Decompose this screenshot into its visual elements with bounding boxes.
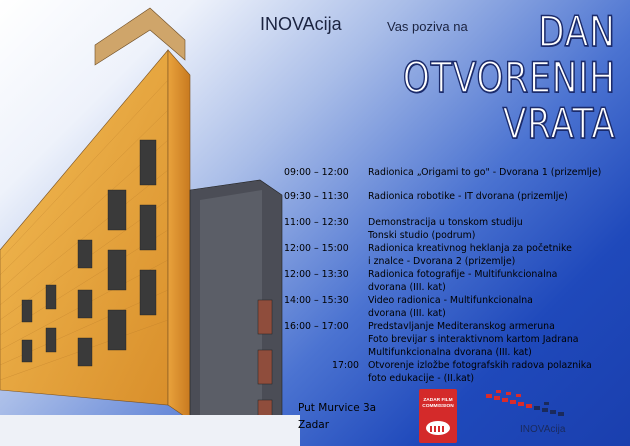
building-illustration	[0, 0, 300, 446]
schedule-description: dvorana (III. kat)	[368, 282, 446, 293]
inovacija-logo-text: INOVAcija	[520, 424, 566, 435]
title-line-1: DAN	[538, 7, 616, 56]
zadar-film-commission-logo	[418, 388, 458, 444]
inovacija-logo	[482, 386, 577, 426]
schedule-description: Predstavljanje Mediteranskog armeruna	[368, 321, 555, 332]
address-street: Put Murvice 3a	[298, 402, 377, 414]
schedule-description: Video radionica - Multifunkcionalna	[368, 295, 533, 306]
schedule-time: 11:00 – 12:30	[284, 217, 349, 228]
schedule-description: Radionica robotike - IT dvorana (prizemlje)	[368, 191, 568, 202]
schedule-description: i znalce - Dvorana 2 (prizemlje)	[368, 256, 516, 267]
schedule-time: 14:00 – 15:30	[284, 295, 349, 306]
schedule-description: Foto brevijar s interaktivnom kartom Jadrana	[368, 334, 579, 345]
schedule-description: Demonstracija u tonskom studiju	[368, 217, 523, 228]
schedule-time: 17:00	[332, 360, 360, 371]
schedule-time: 12:00 – 13:30	[284, 269, 349, 280]
schedule-description: Tonski studio (podrum)	[368, 230, 476, 241]
invite-text: Vas poziva na	[387, 19, 468, 34]
schedule-time: 16:00 – 17:00	[284, 321, 349, 332]
schedule-description: dvorana (III. kat)	[368, 308, 446, 319]
schedule-description: Radionica kreativnog heklanja za početnike	[368, 243, 572, 254]
schedule-time: 12:00 – 15:00	[284, 243, 349, 254]
schedule-description: Radionica „Origami to go" - Dvorana 1 (prizemlje)	[368, 167, 602, 178]
schedule-description: Otvorenje izložbe fotografskih radova polaznika	[368, 360, 592, 371]
schedule-description: foto edukacije - (II.kat)	[368, 373, 475, 384]
title-line-2: OTVORENIH	[402, 53, 616, 102]
title-line-3: VRATA	[502, 99, 616, 148]
address-city: Zadar	[298, 419, 330, 431]
schedule-time: 09:00 – 12:00	[284, 167, 349, 178]
film-logo-text: ZADAR FILM COMMISSION	[422, 398, 454, 409]
schedule-description: Radionica fotografije - Multifunkcionalna	[368, 269, 558, 280]
schedule-description: Multifunkcionalna dvorana (III. kat)	[368, 347, 532, 358]
schedule-time: 09:30 – 11:30	[284, 191, 349, 202]
organizer-name: INOVAcija	[260, 14, 342, 34]
